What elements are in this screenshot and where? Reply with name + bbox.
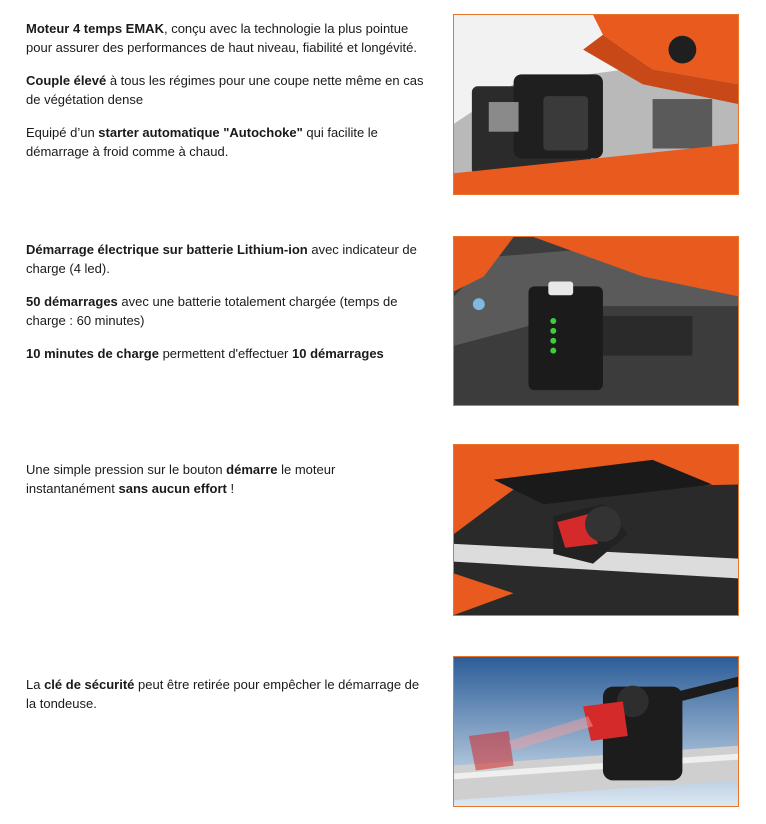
bold-text: sans aucun effort: [118, 480, 227, 496]
section-battery-text: [26, 241, 426, 379]
bold-text: 10 minutes de charge: [26, 346, 159, 361]
start-button-photo: [453, 444, 739, 616]
bold-text: Moteur 4 temps EMAK: [26, 21, 164, 36]
bold-text: Couple élevé: [26, 73, 107, 88]
text: à tous les régimes pour une coupe nette même en cas de végétation dense: [26, 73, 424, 107]
text: , conçu avec la technologie la plus pointue pour assurer des performances de haut niveau, fiabilité et longévité.: [26, 21, 417, 55]
paragraph: [26, 345, 426, 364]
text: avec une batterie totalement chargée (temps de charge : 60 minutes): [26, 294, 398, 328]
paragraph: [26, 676, 426, 713]
text: le moteur instantanément: [26, 462, 336, 496]
paragraph: [26, 72, 426, 109]
paragraph: [26, 293, 426, 330]
bold-text: Démarrage électrique sur batterie Lithium-ion: [26, 242, 308, 257]
bold-text: démarre: [226, 462, 278, 477]
text: permettent d'effectuer: [158, 346, 292, 361]
text: Equipé d’un: [26, 125, 99, 140]
bold-text: 50 démarrages: [26, 294, 118, 309]
text: qui facilite le démarrage à froid comme à chaud.: [26, 125, 378, 159]
paragraph: [26, 241, 426, 278]
text: !: [226, 480, 235, 496]
section-start-button-text: [26, 461, 426, 513]
bold-text: 10 démarrages: [292, 346, 384, 361]
text: Une simple pression sur le bouton: [26, 462, 227, 477]
text: avec indicateur de charge (4 led).: [26, 242, 417, 276]
bold-text: starter automatique "Autochoke": [98, 125, 303, 140]
section-engine-text: [26, 20, 426, 176]
text: peut être retirée pour empêcher le démarrage de la tondeuse.: [26, 677, 420, 711]
safety-key-photo: [453, 656, 739, 807]
paragraph: [26, 124, 426, 161]
paragraph: [26, 461, 426, 498]
text: La: [26, 677, 45, 692]
section-safety-key-text: [26, 676, 426, 728]
battery-photo: [453, 236, 739, 406]
engine-photo: [453, 14, 739, 195]
bold-text: clé de sécurité: [44, 677, 135, 692]
paragraph: [26, 20, 426, 57]
